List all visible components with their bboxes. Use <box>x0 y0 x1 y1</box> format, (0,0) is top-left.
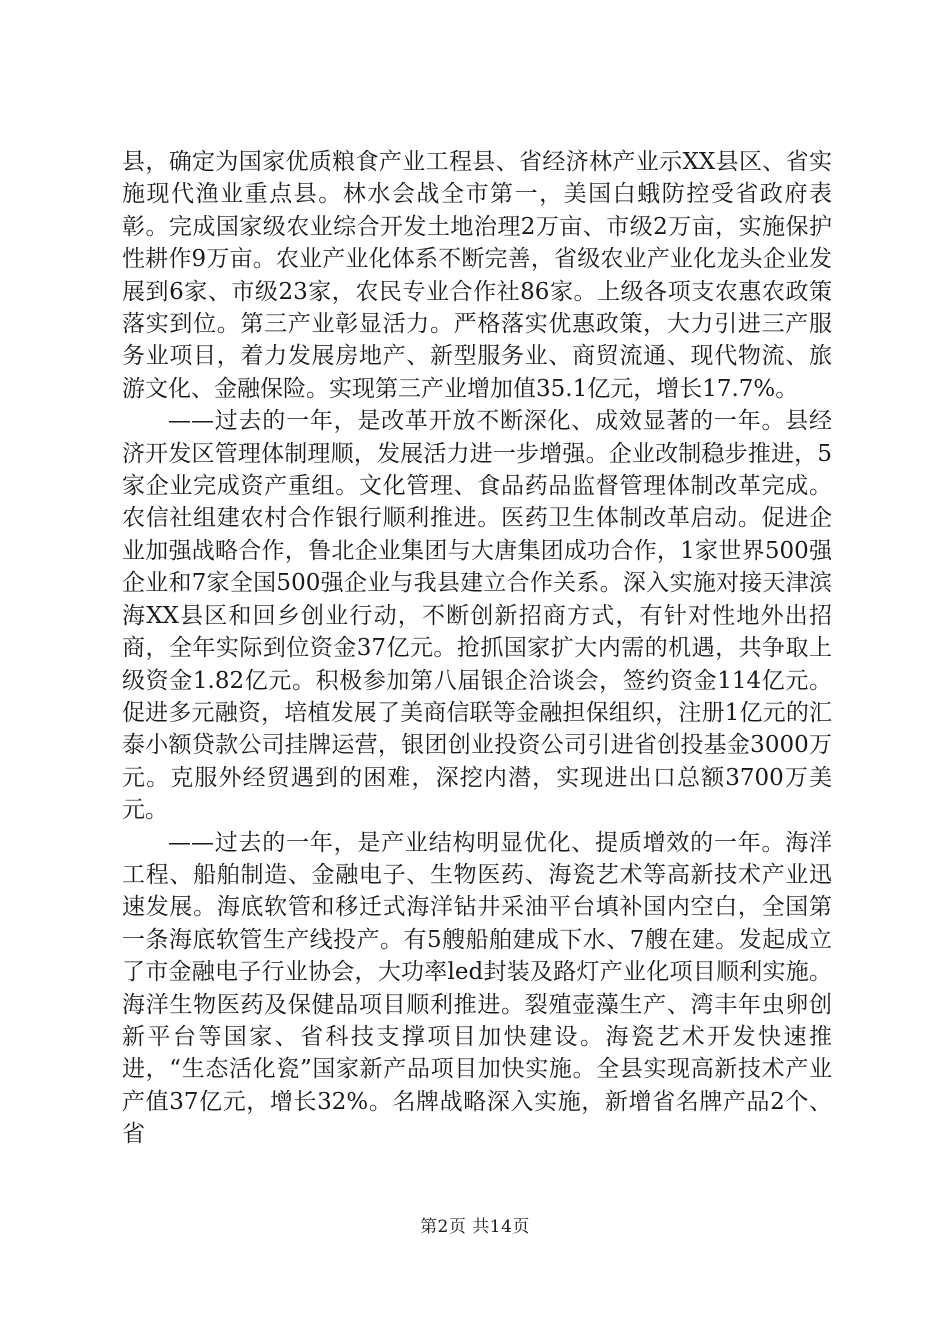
paragraph-industrial-structure: ——过去的一年，是产业结构明显优化、提质增效的一年。海洋工程、船舶制造、金融电子、生物医药、海瓷艺术等高新技术产业迅速发展。海底软管和移迁式海洋钻井采油平台填补国内空白，全国第一条海底软管生产线投产。有5艘船舶建成下水、7艘在建。发起成立了市金融电子行业协会，大功率led封装及路灯产业化项目顺利实施。海洋生物医药及保健品项目顺利推进。裂殖壶藻生产、湾丰年虫卵创新平台等国家、省科技支撑项目加快建设。海瓷艺术开发快速推进，“生态活化瓷”国家新产品项目加快实施。全县实现高新技术产业产值37亿元，增长32%。名牌战略深入实施，新增省名牌产品2个、省 <box>122 829 832 1148</box>
paragraph-reform-opening: ——过去的一年，是改革开放不断深化、成效显著的一年。县经济开发区管理体制理顺，发展活力进一步增强。企业改制稳步推进，5家企业完成资产重组。文化管理、食品药品监督管理体制改革完成。农信社组建农村合作银行顺利推进。医药卫生体制改革启动。促进企业加强战略合作，鲁北企业集团与大唐集团成功合作，1家世界500强企业和7家全国500强企业与我县建立合作关系。深入实施对接天津滨海XX县区和回乡创业行动，不断创新招商方式，有针对性地外出招商，全年实际到位资金37亿元。抢抓国家扩大内需的机遇，共争取上级资金1.82亿元。积极参加第八届银企洽谈会，签约资金114亿元。促进多元融资，培植发展了美商信联等金融担保组织，注册1亿元的汇泰小额贷款公司挂牌运营，银团创业投资公司引进省创投基金3000万元。克服外经贸遇到的困难，深挖内潜，实现进出口总额3700万美元。 <box>122 408 832 824</box>
document-body <box>122 146 832 1151</box>
paragraph-agriculture-tertiary: 县，确定为国家优质粮食产业工程县、省经济林产业示XX县区、省实施现代渔业重点县。林水会战全市第一，美国白蛾防控受省政府表彰。完成国家级农业综合开发土地治理2万亩、市级2万亩，实施保护性耕作9万亩。农业产业化体系不断完善，省级农业产业化龙头企业发展到6家、市级23家，农民专业合作社86家。上级各项支农惠农政策落实到位。第三产业彰显活力。严格落实优惠政策，大力引进三产服务业项目，着力发展房地产、新型服务业、商贸流通、现代物流、旅游文化、金融保险。实现第三产业增加值35.1亿元，增长17.7%。 <box>122 149 832 402</box>
page-number-footer: 第2页 共14页 <box>420 1217 530 1237</box>
